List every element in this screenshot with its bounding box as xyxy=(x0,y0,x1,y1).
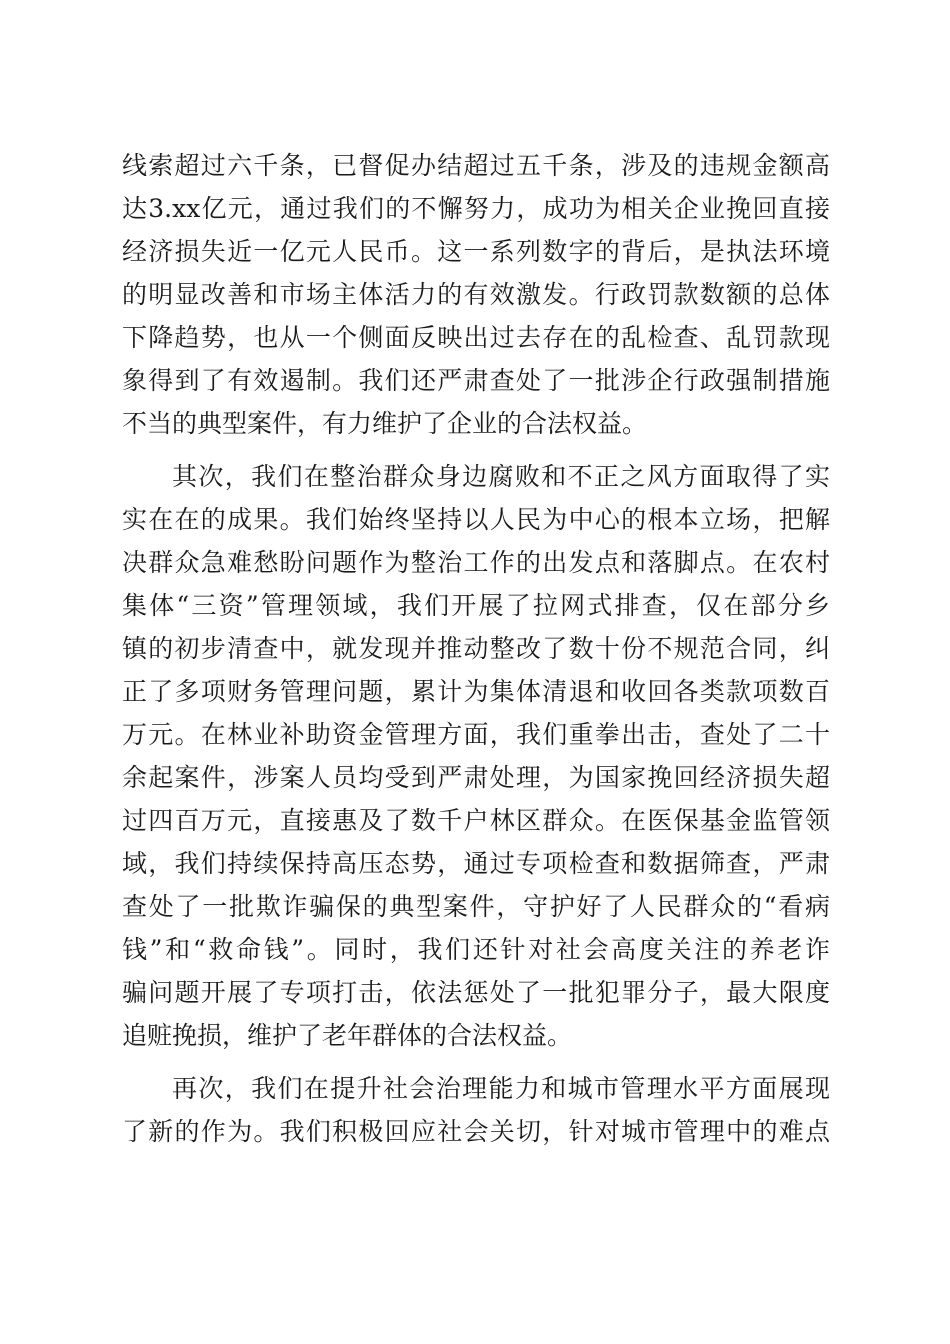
text-line: 钱”和“救命钱”。同时，我们还针对社会高度关注的养老诈 xyxy=(122,935,830,964)
text-line: 万元。在林业补助资金管理方面，我们重拳出击，查处了二十 xyxy=(122,720,830,749)
text-line: 了新的作为。我们积极回应社会关切，针对城市管理中的难点 xyxy=(122,1117,830,1146)
text-line: 象得到了有效遏制。我们还严肃查处了一批涉企行政强制措施 xyxy=(122,366,830,395)
text-line: 线索超过六千条，已督促办结超过五千条，涉及的违规金额高 xyxy=(122,151,830,180)
text-line: 经济损失近一亿元人民币。这一系列数字的背后，是执法环境 xyxy=(122,237,830,266)
text-line: 再次，我们在提升社会治理能力和城市管理水平方面展现 xyxy=(172,1074,830,1103)
text-line: 查处了一批欺诈骗保的典型案件，守护好了人民群众的“看病 xyxy=(122,892,830,921)
text-line: 镇的初步清查中，就发现并推动整改了数十份不规范合同，纠 xyxy=(122,634,830,663)
text-line: 其次，我们在整治群众身边腐败和不正之风方面取得了实 xyxy=(172,462,830,491)
text-line: 不当的典型案件，有力维护了企业的合法权益。 xyxy=(122,409,648,438)
text-line: 决群众急难愁盼问题作为整治工作的出发点和落脚点。在农村 xyxy=(122,548,830,577)
text-line: 追赃挽损，维护了老年群体的合法权益。 xyxy=(122,1021,573,1050)
text-line: 骗问题开展了专项打击，依法惩处了一批犯罪分子，最大限度 xyxy=(122,978,830,1007)
text-line: 过四百万元，直接惠及了数千户林区群众。在医保基金监管领 xyxy=(122,806,830,835)
text-line: 域，我们持续保持高压态势，通过专项检查和数据筛查，严肃 xyxy=(122,849,830,878)
text-line: 余起案件，涉案人员均受到严肃处理，为国家挽回经济损失超 xyxy=(122,763,830,792)
text-line: 集体“三资”管理领域，我们开展了拉网式排查，仅在部分乡 xyxy=(122,591,830,620)
text-line: 实在在的成果。我们始终坚持以人民为中心的根本立场，把解 xyxy=(122,505,830,534)
text-line: 下降趋势，也从一个侧面反映出过去存在的乱检查、乱罚款现 xyxy=(122,323,830,352)
text-line: 的明显改善和市场主体活力的有效激发。行政罚款数额的总体 xyxy=(122,280,830,309)
text-line: 正了多项财务管理问题，累计为集体清退和收回各类款项数百 xyxy=(122,677,830,706)
text-line: 达3.xx亿元，通过我们的不懈努力，成功为相关企业挽回直接 xyxy=(122,194,830,223)
